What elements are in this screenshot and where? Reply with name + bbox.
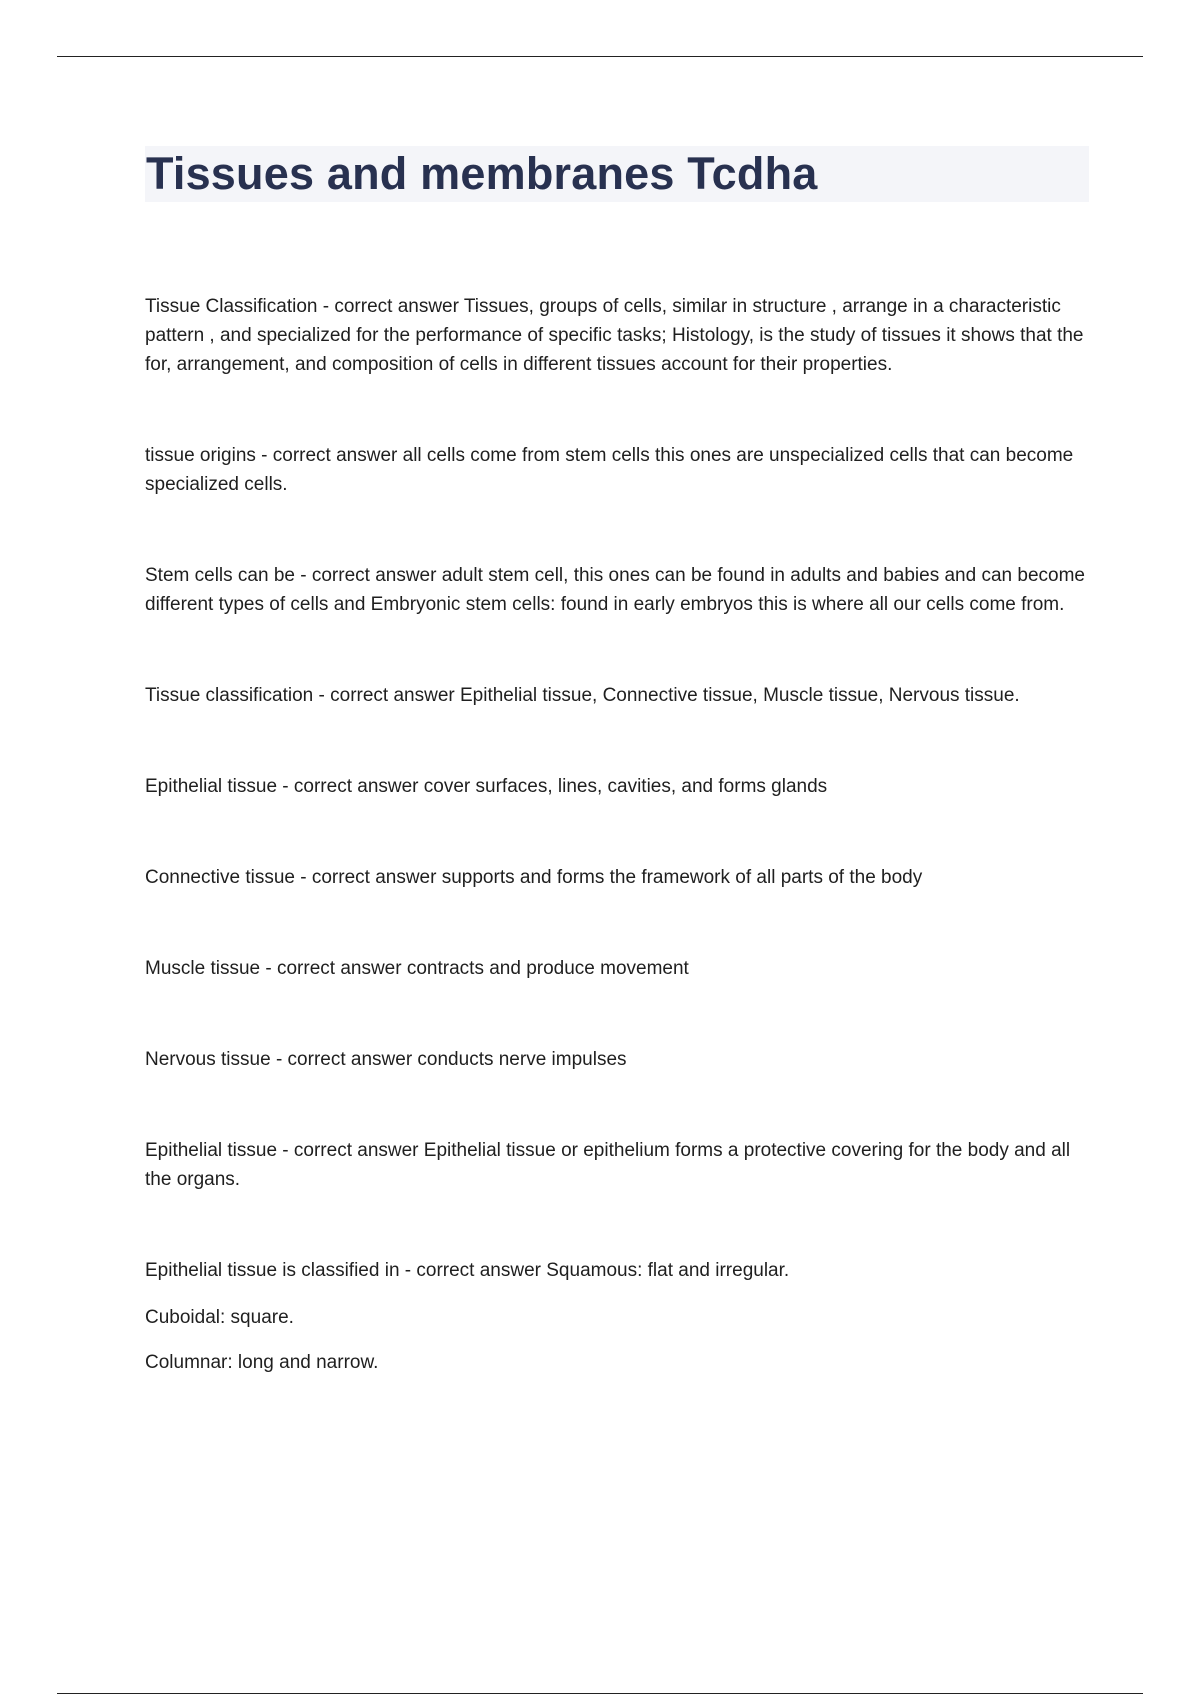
qa-entry: Muscle tissue - correct answer contracts and produce movement [145, 958, 689, 979]
qa-entry: Connective tissue - correct answer supports and forms the framework of all parts of the body [145, 867, 923, 888]
qa-entry: Tissue Classification - correct answer Tissues, groups of cells, similar in structure , arrange in a characteristic pattern , and specialized for the performance of specific tasks; Histology, is the study of tissues it shows that the for, arrangement, and composition of cells in different tissues account for their properties. [145, 296, 1084, 375]
qa-entry: Tissue classification - correct answer Epithelial tissue, Connective tissue, Muscle tissue, Nervous tissue. [145, 685, 1020, 706]
sub-line: Columnar: long and narrow. [145, 1352, 379, 1373]
qa-entry: Nervous tissue - correct answer conducts nerve impulses [145, 1049, 627, 1070]
sub-line: Cuboidal: square. [145, 1307, 294, 1328]
qa-entry: Epithelial tissue is classified in - correct answer Squamous: flat and irregular. [145, 1260, 790, 1281]
bottom-divider [57, 1693, 1143, 1694]
qa-entry: tissue origins - correct answer all cells come from stem cells this ones are unspecialized cells that can become specialized cells. [145, 445, 1074, 495]
document-title: Tissues and membranes Tcdha [146, 148, 818, 199]
top-divider [57, 56, 1143, 57]
qa-entry: Epithelial tissue - correct answer Epithelial tissue or epithelium forms a protective covering for the body and all the organs. [145, 1140, 1071, 1190]
qa-entry: Stem cells can be - correct answer adult stem cell, this ones can be found in adults and babies and can become different types of cells and Embryonic stem cells: found in early embryos this is where all our cells come from. [145, 565, 1085, 615]
qa-entries [145, 292, 1091, 1393]
qa-entry: Epithelial tissue - correct answer cover surfaces, lines, cavities, and forms glands [145, 776, 828, 797]
